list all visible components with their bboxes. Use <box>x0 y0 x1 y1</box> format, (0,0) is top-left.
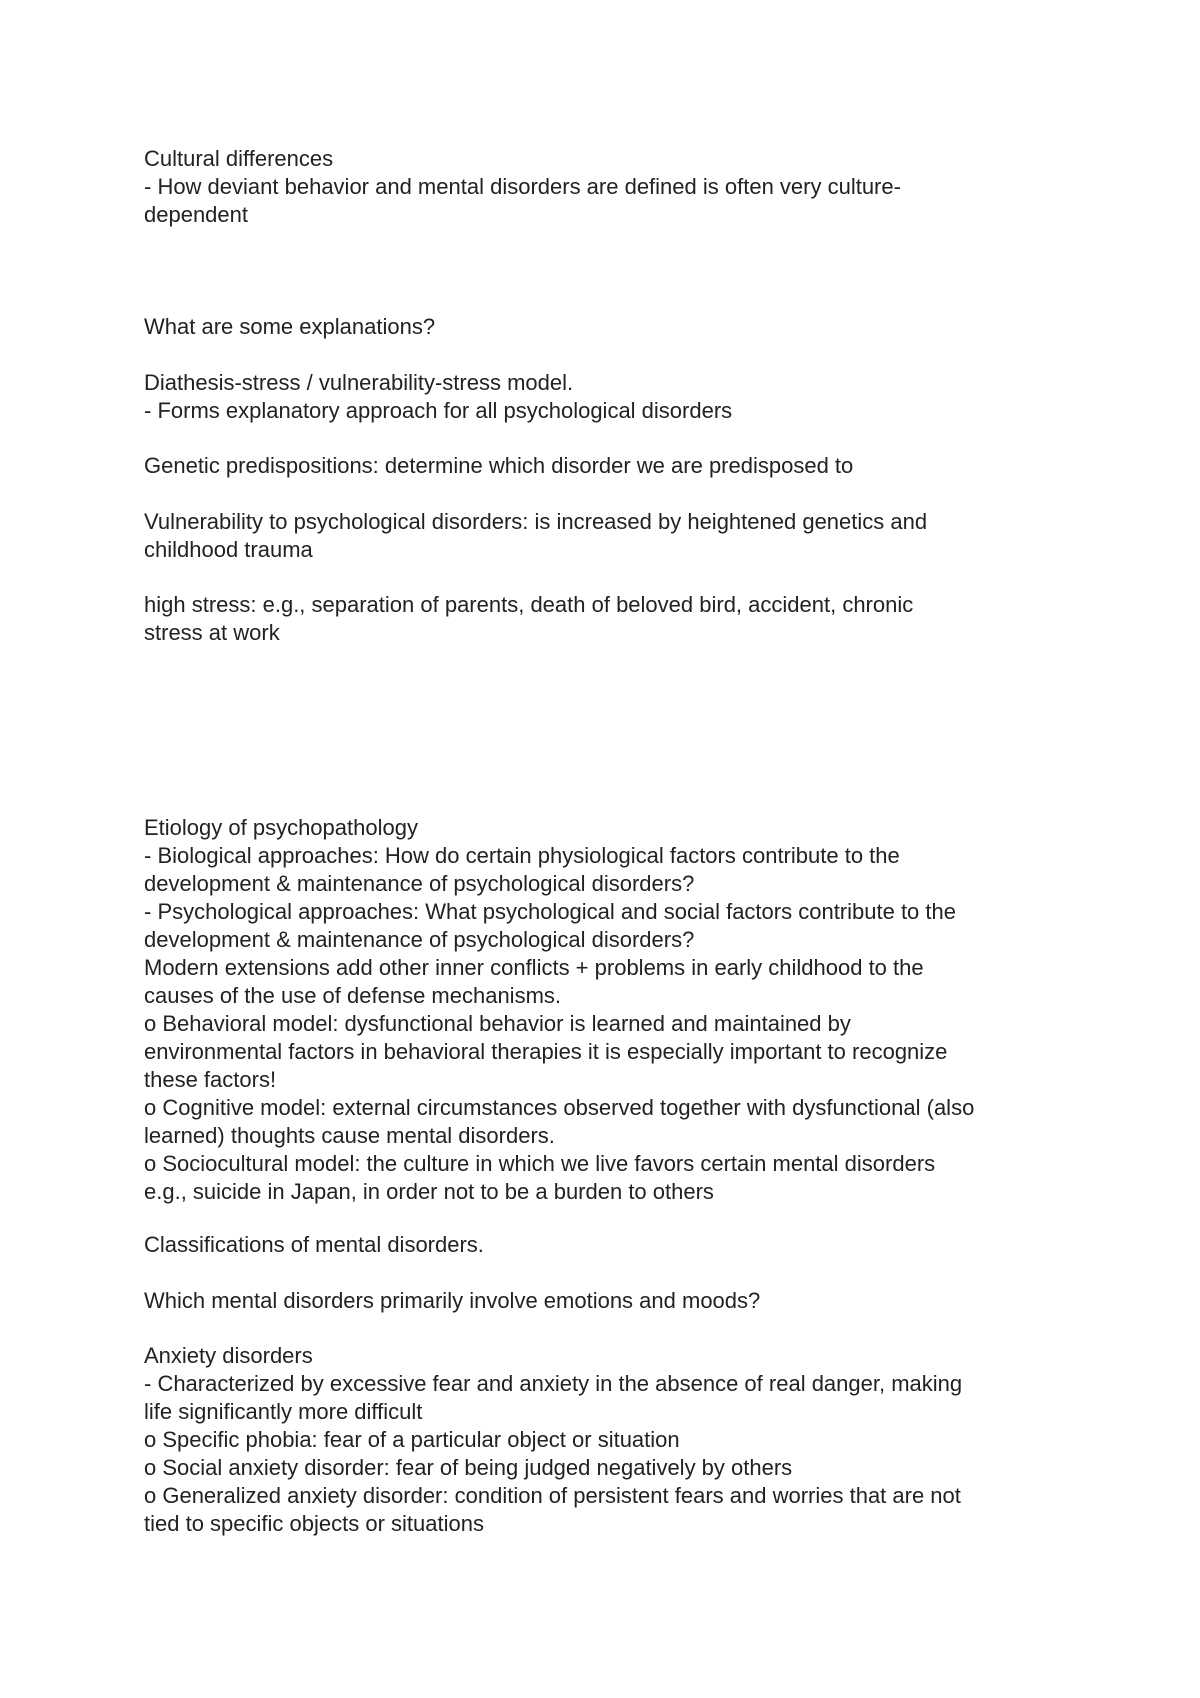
text-line: development & maintenance of psychological disorders? <box>144 927 695 952</box>
section-heading: Etiology of psychopathology <box>144 815 418 840</box>
text-line: o Cognitive model: external circumstances observed together with dysfunctional (also <box>144 1095 975 1120</box>
text-line: e.g., suicide in Japan, in order not to be a burden to others <box>144 1179 714 1204</box>
section-heading: Classifications of mental disorders. <box>144 1232 484 1257</box>
text-line: dependent <box>144 202 248 227</box>
text-line: childhood trauma <box>144 537 313 562</box>
classifications-heading <box>144 1231 1064 1259</box>
explanations-question <box>144 313 1064 341</box>
text-line: - Forms explanatory approach for all psychological disorders <box>144 398 733 423</box>
text-line: - Characterized by excessive fear and anxiety in the absence of real danger, making <box>144 1371 963 1396</box>
text-line: Genetic predispositions: determine which disorder we are predisposed to <box>144 453 854 478</box>
text-line: o Sociocultural model: the culture in which we live favors certain mental disorders <box>144 1151 936 1176</box>
text-line: high stress: e.g., separation of parents, death of beloved bird, accident, chronic <box>144 592 914 617</box>
section-heading: What are some explanations? <box>144 314 436 339</box>
text-line: - Biological approaches: How do certain physiological factors contribute to the <box>144 843 900 868</box>
text-line: o Generalized anxiety disorder: condition of persistent fears and worries that are not <box>144 1483 961 1508</box>
section-heading: Cultural differences <box>144 146 334 171</box>
section-heading: Diathesis-stress / vulnerability-stress model. <box>144 370 574 395</box>
emotions-question <box>144 1287 1064 1315</box>
text-line: o Specific phobia: fear of a particular object or situation <box>144 1427 680 1452</box>
text-line: environmental factors in behavioral therapies it is especially important to recognize <box>144 1039 948 1064</box>
vulnerability-paragraph <box>144 508 1064 564</box>
text-line: learned) thoughts cause mental disorders. <box>144 1123 555 1148</box>
diathesis-stress-section <box>144 369 1064 425</box>
text-line: development & maintenance of psychological disorders? <box>144 871 695 896</box>
text-line: stress at work <box>144 620 280 645</box>
text-line: - Psychological approaches: What psychological and social factors contribute to the <box>144 899 956 924</box>
etiology-section <box>144 814 1064 1206</box>
text-line: o Behavioral model: dysfunctional behavior is learned and maintained by <box>144 1011 851 1036</box>
text-line: tied to specific objects or situations <box>144 1511 484 1536</box>
text-line: life significantly more difficult <box>144 1399 423 1424</box>
text-line: these factors! <box>144 1067 277 1092</box>
text-line: Vulnerability to psychological disorders: is increased by heightened genetics and <box>144 509 928 534</box>
cultural-differences-section <box>144 145 1064 229</box>
section-heading: Which mental disorders primarily involve emotions and moods? <box>144 1288 761 1313</box>
anxiety-disorders-section <box>144 1342 1064 1538</box>
text-line: Modern extensions add other inner conflicts + problems in early childhood to the <box>144 955 924 980</box>
text-line: causes of the use of defense mechanisms. <box>144 983 562 1008</box>
text-line: - How deviant behavior and mental disorders are defined is often very culture- <box>144 174 901 199</box>
section-heading: Anxiety disorders <box>144 1343 313 1368</box>
genetic-predispositions-paragraph <box>144 452 1064 480</box>
text-line: o Social anxiety disorder: fear of being judged negatively by others <box>144 1455 793 1480</box>
high-stress-paragraph <box>144 591 1064 647</box>
